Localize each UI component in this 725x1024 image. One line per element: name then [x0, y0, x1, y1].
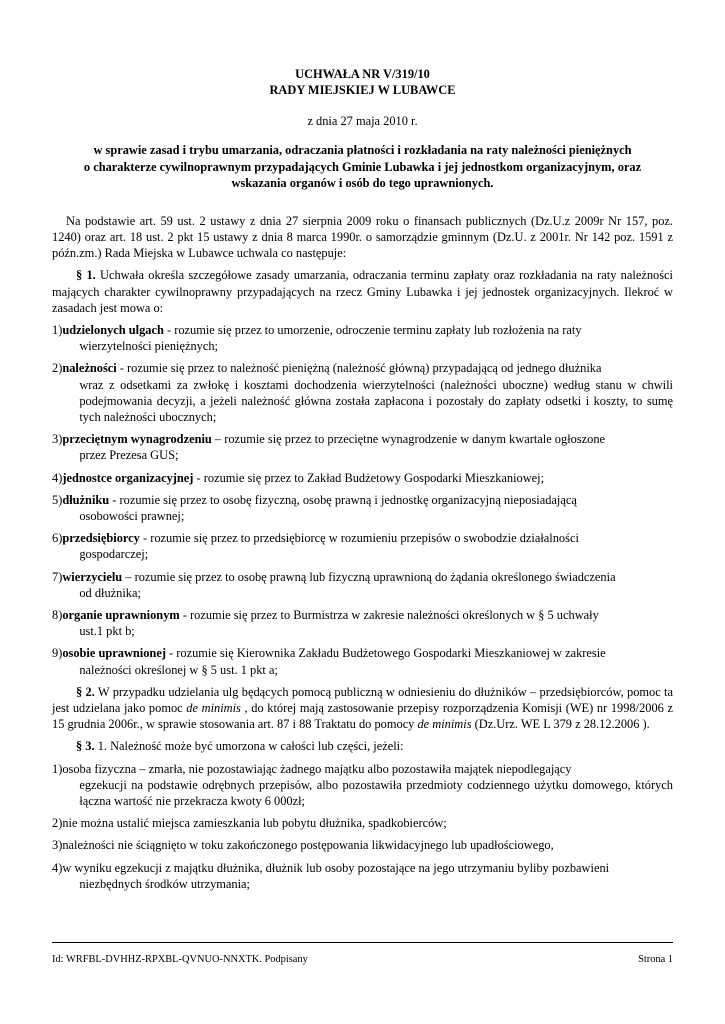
- list-item: [52, 761, 673, 810]
- list-item-first-line: - rozumie się Kierownika Zakładu Budżetowego Gospodarki Mieszkaniowej w zakresie: [165, 646, 606, 661]
- list-item-text: [62, 492, 673, 524]
- list-item-continuation: egzekucji na podstawie odrębnych przepisów, albo pozostawiła przedmioty codziennego użytku domowego, których łączna wartość nie przekracza kwoty 6 000zł;: [79, 777, 673, 808]
- list-item: [52, 607, 673, 639]
- list-item-text: [62, 860, 673, 892]
- section-3-text: 1. Należność może być umorzona w całości lub części, jeżeli:: [94, 739, 404, 754]
- list-item-first-line: osoba fizyczna – zmarła, nie pozostawiając żadnego majątku albo pozostawiła majątek niepodlegający: [62, 761, 572, 776]
- section-2-text-a: W przypadku udzielania ulg będących pomocą publiczną w odniesieniu do dłużników – przedsiębiorców, pomoc ta jest udzielana jako pomoc: [52, 684, 674, 715]
- footer-divider: [52, 942, 673, 943]
- list-item-first-line: – rozumie się przez to przeciętne wynagrodzenie w danym kwartale ogłoszone: [211, 432, 606, 447]
- defined-term: przedsiębiorcy: [62, 531, 140, 546]
- document-page: [52, 66, 673, 892]
- list-item-number: 2): [52, 816, 63, 831]
- list-item-continuation: niezbędnych środków utrzymania;: [79, 876, 250, 891]
- subject-line-2: o charakterze cywilnoprawnym przypadających Gminie Lubawka i jej jednostkom organizacyjnym, oraz: [83, 159, 642, 174]
- list-item-number: 2): [52, 361, 63, 376]
- list-item-first-line: - rozumie się przez to przedsiębiorcę w rozumieniu przepisów o swobodzie działalności: [139, 531, 579, 546]
- page-number: Strona 1: [638, 954, 673, 965]
- list-item-number: 8): [52, 607, 63, 622]
- subject-line-1: w sprawie zasad i trybu umarzania, odraczania płatności i rozkładania na raty należności pieniężnych: [93, 143, 632, 158]
- list-item: [52, 470, 673, 486]
- list-item: [52, 837, 673, 853]
- list-item-continuation: od dłużnika;: [79, 585, 141, 600]
- page-footer: [52, 954, 673, 965]
- list-item-text: [62, 569, 673, 601]
- defined-term: wierzycielu: [62, 569, 123, 584]
- list-item: [52, 322, 673, 354]
- defined-term: organie uprawnionym: [62, 607, 180, 622]
- list-item-text: [62, 530, 673, 562]
- list-item-first-line: należności nie ściągnięto w toku zakończonego postępowania likwidacyjnego lub upadłościowego,: [62, 838, 554, 853]
- list-item-first-line: - rozumie się przez to umorzenie, odroczenie terminu zapłaty lub rozłożenia na raty: [163, 322, 582, 337]
- list-item-text: [62, 607, 673, 639]
- list-item-number: 3): [52, 432, 63, 447]
- section-2-paragraph: [52, 684, 673, 733]
- document-id: Id: WRFBL-DVHHZ-RPXBL-QVNUO-NNXTK. Podpisany: [52, 954, 308, 965]
- list-item-continuation: wierzytelności pieniężnych;: [79, 339, 218, 354]
- list-item-continuation: ust.1 pkt b;: [79, 624, 135, 639]
- list-item: [52, 569, 673, 601]
- defined-term: przeciętnym wynagrodzeniu: [62, 432, 212, 447]
- list-item-first-line: - rozumie się przez to Burmistrza w zakresie należności określonych w § 5 uchwały: [179, 607, 599, 622]
- defined-term: należności: [62, 361, 117, 376]
- section-3-mark: § 3.: [76, 739, 95, 754]
- list-item-first-line: - rozumie się przez to należność pieniężną (należność główną) przypadającą od jednego dłużnika: [116, 361, 602, 376]
- section-2-mark: § 2.: [76, 684, 95, 699]
- list-item: [52, 360, 673, 425]
- list-item: [52, 431, 673, 463]
- list-item-continuation: przez Prezesa GUS;: [79, 448, 179, 463]
- section-2-text-b: , do której mają zastosowanie przepisy rozporządzenia Komisji (WE) nr 1998/2006 z 15 grudnia 2006r., w sprawie stosowania art. 87 i 88 Traktatu do pomocy: [52, 700, 673, 732]
- defined-term: jednostce organizacyjnej: [62, 470, 194, 485]
- remission-conditions-list: [52, 761, 673, 892]
- section-1-mark: § 1.: [76, 268, 96, 283]
- list-item-text: [62, 322, 673, 354]
- list-item: [52, 530, 673, 562]
- document-title: [52, 66, 673, 98]
- list-item-text: [62, 815, 673, 831]
- section-1-text: Uchwała określa szczegółowe zasady umarzania, odraczania terminu zapłaty oraz rozkładania na raty należności mających charakter cywilnoprawny przypadających na rzecz Gminy Lubawka i jej jednostek organizacyjnych. Ilekroć w zasadach jest mowa o:: [52, 268, 673, 315]
- section-1-paragraph: [52, 267, 673, 316]
- list-item-continuation: wraz z odsetkami za zwłokę i kosztami dochodzenia wierzytelności (należności uboczne) według stanu w chwili podejmowania decyzji, a jeżeli należność główna została zapłacona i pozostały do zapłaty odsetki i koszty, to sumę tych należności ubocznych;: [79, 377, 673, 424]
- list-item-number: 4): [52, 860, 63, 875]
- list-item-text: [62, 431, 673, 463]
- section-3-paragraph: [52, 738, 673, 754]
- list-item-continuation: osobowości prawnej;: [79, 508, 185, 523]
- document-subject: [52, 142, 673, 192]
- list-item-first-line: - rozumie się przez to osobę fizyczną, osobę prawną i jednostkę organizacyjną nieposiadającą: [109, 492, 577, 507]
- title-line-1: UCHWAŁA NR V/319/10: [295, 67, 430, 81]
- list-item-continuation: należności określonej w § 5 ust. 1 pkt a;: [79, 662, 278, 677]
- title-line-2: RADY MIEJSKIEJ W LUBAWCE: [269, 83, 456, 97]
- section-2-italic-a: de minimis: [186, 700, 241, 715]
- list-item-text: [62, 761, 673, 810]
- list-item: [52, 860, 673, 892]
- subject-line-3: wskazania organów i osób do tego uprawnionych.: [231, 176, 494, 191]
- list-item-number: 7): [52, 569, 63, 584]
- list-item: [52, 645, 673, 677]
- list-item-first-line: nie można ustalić miejsca zamieszkania lub pobytu dłużnika, spadkobierców;: [62, 816, 447, 831]
- list-item-number: 1): [52, 322, 63, 337]
- list-item-text: [62, 837, 673, 853]
- list-item-first-line: - rozumie się przez to Zakład Budżetowy Gospodarki Mieszkaniowej;: [193, 470, 545, 485]
- definitions-list: [52, 322, 673, 678]
- list-item-number: 6): [52, 531, 63, 546]
- document-date: z dnia 27 maja 2010 r.: [307, 114, 418, 128]
- legal-basis-paragraph: Na podstawie art. 59 ust. 2 ustawy z dnia 27 sierpnia 2009 roku o finansach publicznych (Dz.U.z 2009r Nr 157, poz. 1240) oraz art. 18 ust. 2 pkt 15 ustawy z dnia 8 marca 1990r. o samorządzie gminnym (Dz.U. z 2001r. Nr 142 poz. 1591 z późn.zm.) Rada Miejska w Lubawce uchwala co następuje:: [52, 213, 673, 261]
- list-item-number: 5): [52, 492, 63, 507]
- list-item-first-line: – rozumie się przez to osobę prawną lub fizyczną uprawnioną do żądania określonego świadczenia: [122, 569, 616, 584]
- list-item-number: 4): [52, 470, 63, 485]
- defined-term: osobie uprawnionej: [62, 646, 166, 661]
- section-2-text-c: (Dz.Urz. WE L 379 z 28.12.2006 ).: [471, 717, 650, 732]
- defined-term: udzielonych ulgach: [62, 322, 164, 337]
- list-item-number: 3): [52, 838, 63, 853]
- defined-term: dłużniku: [62, 492, 110, 507]
- list-item-text: [62, 470, 673, 486]
- list-item-first-line: w wyniku egzekucji z majątku dłużnika, dłużnik lub osoby pozostające na jego utrzymaniu byliby pozbawieni: [62, 860, 610, 875]
- list-item: [52, 815, 673, 831]
- list-item-text: [62, 645, 673, 677]
- list-item-text: [62, 360, 673, 425]
- list-item-number: 9): [52, 646, 63, 661]
- list-item-number: 1): [52, 761, 63, 776]
- list-item: [52, 492, 673, 524]
- section-2-italic-b: de minimis: [417, 717, 472, 732]
- list-item-continuation: gospodarczej;: [79, 547, 149, 562]
